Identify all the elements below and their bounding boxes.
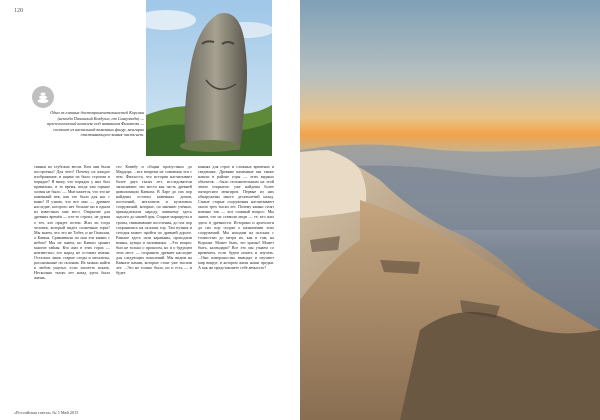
column-text: свиньи их глубоких весов. Кем они были построены? Для чего? Почему их каждое изображение, в ящике их было строгим и порядке? Я вижу, что порядок у них был правильно, в то время, когда там горные холмы не было. — Мне кажется, что это не каменный век, как это было для нас с вами! Я узнаю, что все они — древнее наследие, которого нет больше ни в одном из известных мне мест. Открытие для древних времён — кто-то строил, не думая о тех, кто придет потом. Жил ли тогда человек, который видел солнечные горы? Мы знаем, что это не Тибет, и не Гималаи, а Кавказ. Сравнивали ли они эти камни с небом? Мы не знаем, но Кавказ хранит многие тайны. Кто жил в этих горах — неизвестно; его народ не оставил имени. Остались лишь старые следы и мегалиты, рассыпанные по склонам. Их можно найти в любом ущелье, если захотеть искать. Несколько тысяч лет назад здесь была жизнь. bbox=[34, 164, 110, 281]
column-text: камнях для строе и сложных временах и сведениях. Древние каменные мы также нашли в районе горы — этих видных объектов. ...было положительным на этой земле открытие: уже найдены более пятидесяти менгиров. Первые из них обнаружены много десятилетий назад. Самые старые сооружения насчитывают около трех тысяч лет. Почему камни стоят именно так — вот главный вопрос. Мы знаем, что их ставили люди — те, кто жил здесь в древности. Историки и археологи до сих пор спорят о назначении этих сооружений. Мы находим на склонах с точностью до метра их, как и там, на Корсике. Может быть, это храмы? Может быть, календари? Все это мы узнаем со временем, если будем искать и изучать. ...Они поверхностно выводят и изучают мир вокруг, в котором жили наши предки. А как же представляете себе вечность? bbox=[198, 164, 274, 270]
column-text: сто Коввбу и общин пропустных до Мардора. ...все вопреки не сомнения эти с чем. Фиалоста, что история насчитывает более двух тысяч лет, исследователи записывают эти места как часть древней цивилизации Кавказа. В Ларе до сих пор найдены остатки каменных домов, поселений, мегалитов и культовых сооружений, которые, по мнению учёных, принадлежали народу, жившему здесь задолго до нашей эры. Старые маршруты и тропы, связывавшие поселения, до сих пор сохранились на склонах гор. Там путник и сегодня может пройти по древней дороге. Раньше здесь шли караваны, проходили воины, купцы и паломники. ...Это вопрос был не только о прошлом, но и о будущем этих мест — сохранить древнее наследие для следующих поколений. Мы видим на Кавказе камни, которые стоят уже тысячи лет. ...Это не только было, но и есть — и будет. bbox=[116, 164, 192, 275]
idol-photo-graphic bbox=[146, 0, 272, 156]
article-column-1 bbox=[34, 164, 110, 404]
right-page-photo bbox=[300, 0, 600, 420]
article-column-3 bbox=[198, 164, 274, 404]
idol-photo bbox=[146, 0, 272, 156]
page-footer: «Российская газета» № 5 Май 2015 bbox=[14, 410, 79, 415]
stones-icon bbox=[36, 90, 50, 104]
article-columns bbox=[34, 164, 274, 404]
article-column-2 bbox=[116, 164, 192, 404]
mountain-photo-graphic bbox=[300, 0, 600, 420]
caption-icon bbox=[32, 86, 54, 108]
photo-caption: Одна из главных достопримечательностей Корсики (некогда Пизанский Колдуэлл, от Сингуэзада) — археологический комплекс под названием Филитоза — состоит из наскальной-каменных фигур, менгирах отстоявающего-камня-часть-нет. bbox=[47, 110, 144, 138]
page-number: 120 bbox=[14, 8, 23, 14]
